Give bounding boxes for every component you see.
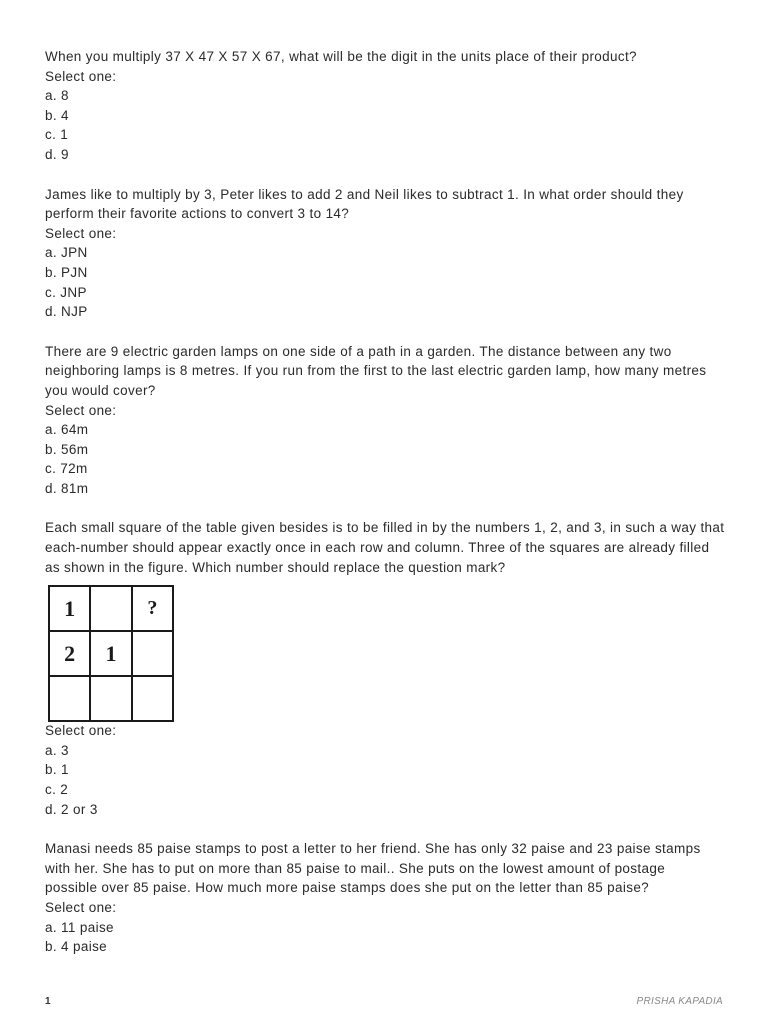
question-text-line: When you multiply 37 X 47 X 57 X 67, what will be the digit in the units place of their product? bbox=[45, 49, 637, 64]
grid-cell-question-mark: ? bbox=[132, 586, 173, 631]
grid-row bbox=[49, 586, 173, 631]
option-a: a. 3 bbox=[45, 742, 69, 758]
question-text-line: perform their favorite actions to convert 3 to 14? bbox=[45, 206, 350, 222]
question-text-line: neighboring lamps is 8 metres. If you run from the first to the last electric garden lamp, how many metres bbox=[45, 363, 707, 379]
question-1 bbox=[45, 47, 735, 165]
number-grid-figure bbox=[48, 585, 174, 715]
option-d: d. NJP bbox=[45, 304, 88, 320]
select-one-prompt: Select one: bbox=[45, 225, 117, 241]
option-a: a. JPN bbox=[45, 245, 88, 261]
grid-cell bbox=[132, 676, 173, 721]
option-a: a. 8 bbox=[45, 88, 69, 104]
question-text-line: Each small square of the table given besides is to be filled in by the numbers 1, 2, and 3, in such a way that bbox=[45, 520, 725, 536]
select-one-prompt: Select one: bbox=[45, 68, 117, 84]
select-one-prompt: Select one: bbox=[45, 723, 117, 739]
grid-cell bbox=[132, 631, 173, 676]
page-number: 1 bbox=[45, 996, 51, 1007]
question-3 bbox=[45, 342, 735, 499]
option-d: d. 9 bbox=[45, 146, 69, 162]
grid-row bbox=[49, 631, 173, 676]
question-text-line: James like to multiply by 3, Peter likes to add 2 and Neil likes to subtract 1. In what order should they bbox=[45, 186, 684, 202]
option-d: d. 2 or 3 bbox=[45, 801, 98, 817]
author-name: PRISHA KAPADIA bbox=[636, 996, 723, 1007]
option-b: b. 56m bbox=[45, 441, 89, 457]
option-c: c. 72m bbox=[45, 461, 88, 477]
question-text-line: with her. She has to put on more than 85 paise to mail.. She puts on the lowest amount of postage bbox=[45, 860, 666, 876]
question-5 bbox=[45, 839, 735, 957]
number-grid bbox=[48, 585, 174, 722]
question-text-line: There are 9 electric garden lamps on one side of a path in a garden. The distance between any two bbox=[45, 343, 672, 359]
option-b: b. PJN bbox=[45, 264, 88, 280]
option-b: b. 4 bbox=[45, 107, 69, 123]
document-page bbox=[45, 47, 735, 977]
option-b: b. 4 paise bbox=[45, 939, 108, 955]
question-2 bbox=[45, 185, 735, 322]
option-d: d. 81m bbox=[45, 480, 89, 496]
question-text-line: possible over 85 paise. How much more paise stamps does she put on the letter than 85 paise? bbox=[45, 880, 650, 896]
question-text-line: Manasi needs 85 paise stamps to post a letter to her friend. She has only 32 paise and 23 paise stamps bbox=[45, 841, 701, 857]
option-a: a. 11 paise bbox=[45, 919, 114, 935]
grid-cell bbox=[90, 586, 131, 631]
option-b: b. 1 bbox=[45, 762, 69, 778]
select-one-prompt: Select one: bbox=[45, 402, 117, 418]
question-text-line: as shown in the figure. Which number should replace the question mark? bbox=[45, 559, 506, 575]
option-a: a. 64m bbox=[45, 422, 89, 438]
question-4 bbox=[45, 518, 735, 819]
option-c: c. 1 bbox=[45, 127, 69, 143]
grid-cell: 1 bbox=[49, 586, 90, 631]
grid-cell: 2 bbox=[49, 631, 90, 676]
question-text-line: you would cover? bbox=[45, 382, 156, 398]
grid-cell: 1 bbox=[90, 631, 131, 676]
option-c: c. 2 bbox=[45, 782, 69, 798]
grid-cell bbox=[90, 676, 131, 721]
question-text-line: each-number should appear exactly once in each row and column. Three of the squares are already filled bbox=[45, 540, 710, 556]
select-one-prompt: Select one: bbox=[45, 900, 117, 915]
grid-cell bbox=[49, 676, 90, 721]
option-c: c. JNP bbox=[45, 284, 87, 300]
grid-row bbox=[49, 676, 173, 721]
